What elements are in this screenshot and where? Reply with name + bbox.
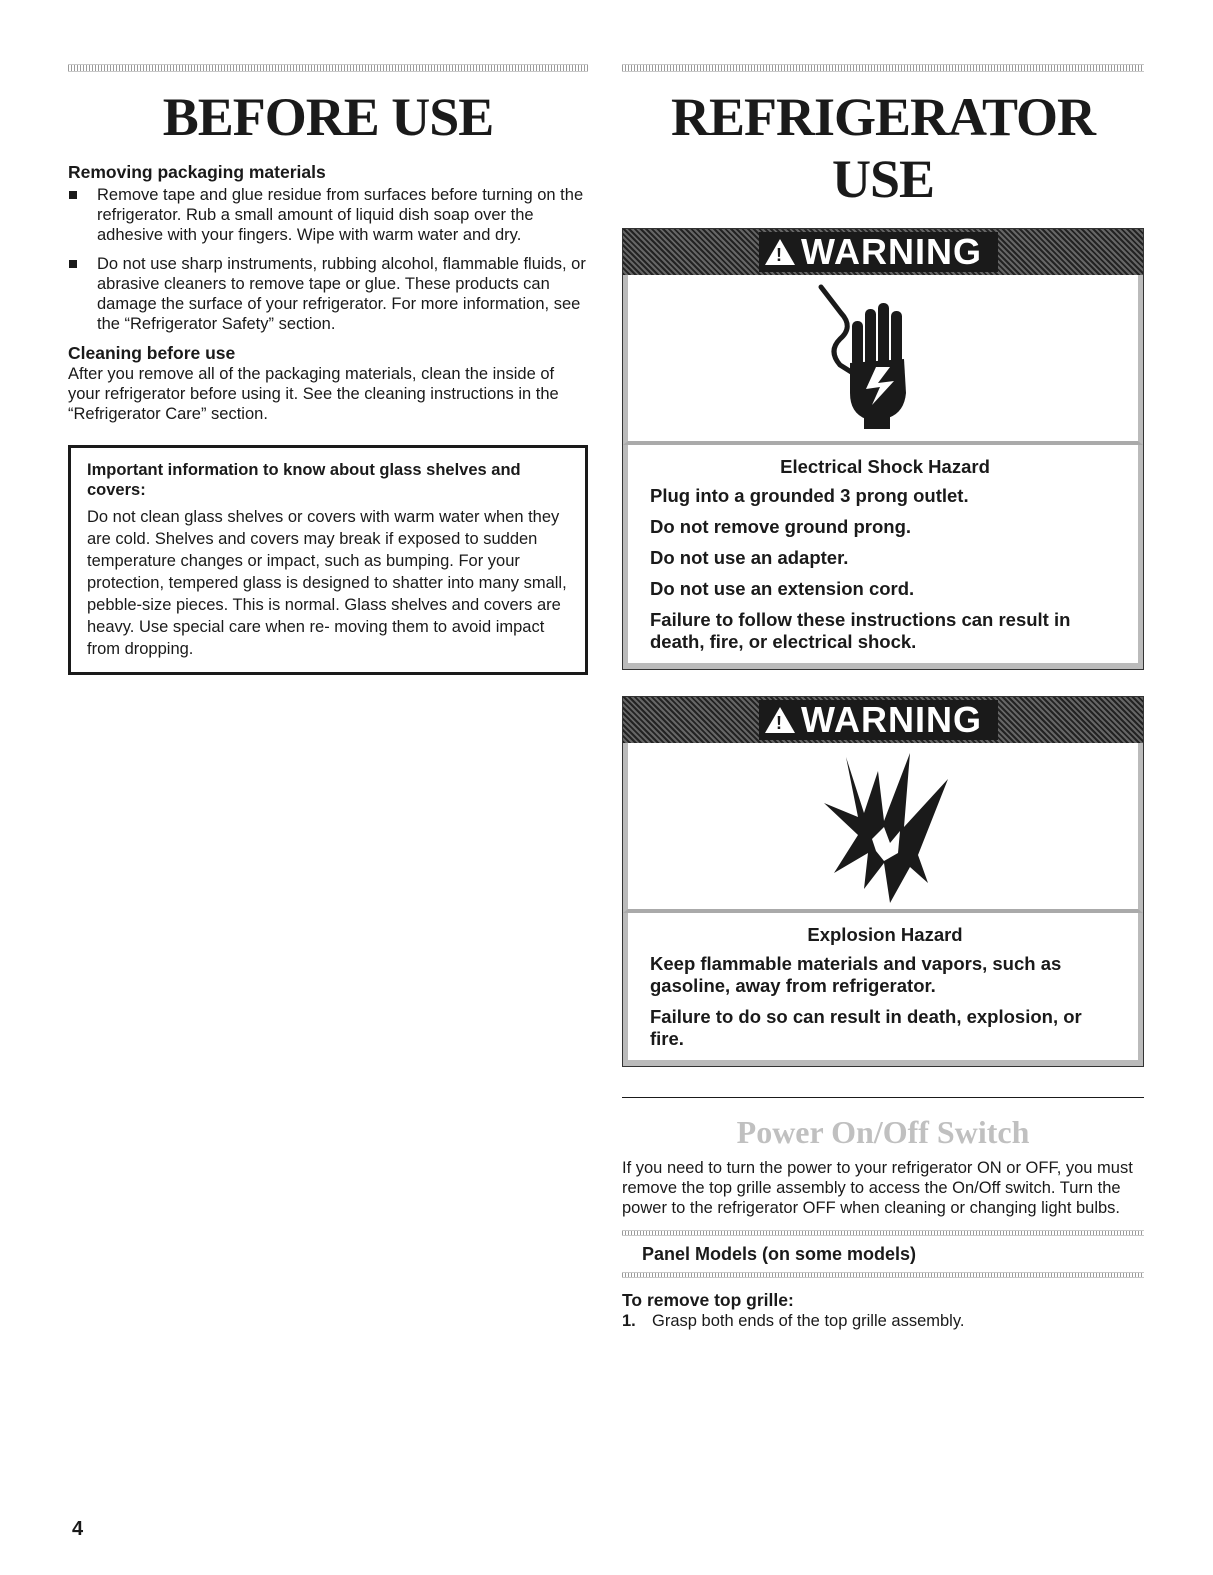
warning-line: Do not remove ground prong.	[650, 516, 912, 537]
panel-rule-bottom	[622, 1272, 1144, 1278]
refrigerator-use-title: REFRIGERATOR USE	[670, 87, 1096, 209]
electrical-shock-warning	[622, 228, 1144, 670]
hazard-title: Electrical Shock Hazard	[780, 456, 990, 477]
alert-triangle-icon	[765, 707, 795, 733]
warning-banner	[623, 697, 1143, 743]
explosion-icon	[628, 743, 1140, 909]
warning-line: Keep flammable materials and vapors, such as gasoline, away from refrigerator.	[650, 953, 1062, 996]
panel-models-heading: Panel Models (on some models)	[642, 1244, 917, 1264]
header-rule	[68, 64, 588, 72]
square-bullet-icon	[69, 191, 77, 199]
header-rule	[622, 64, 1144, 72]
list-item: Remove tape and glue residue from surfaces before turning on the refrigerator. Rub a small amount of liquid dish soap over the adhesive with your fingers. Wipe with warm water and dry.	[68, 185, 588, 245]
warning-label: ! WARNING	[759, 700, 998, 740]
cleaning-before-use-heading: Cleaning before use	[68, 343, 236, 363]
removing-packaging-heading: Removing packaging materials	[68, 162, 326, 182]
warning-pictogram-area	[623, 743, 1143, 913]
removing-packaging-list	[68, 185, 588, 334]
hazard-title: Explosion Hazard	[807, 924, 963, 945]
warning-banner	[623, 229, 1143, 275]
power-switch-text: If you need to turn the power to your refrigerator ON or OFF, you must remove the top grille assembly to access the On/Off switch. Turn the power to the refrigerator OFF when cleaning or changing light bulbs.	[622, 1159, 1133, 1217]
warning-label: ! WARNING	[759, 232, 998, 272]
warning-pictogram-area	[623, 275, 1143, 445]
electric-shock-hand-icon	[628, 275, 1140, 441]
explosion-warning	[622, 696, 1144, 1067]
panel-models-bar	[622, 1230, 1144, 1278]
warning-text-area	[623, 913, 1143, 1066]
warning-line: Do not use an adapter.	[650, 547, 849, 568]
info-box-text: Do not clean glass shelves or covers with warm water when they are cold. Shelves and covers may break if exposed to sudden temperature changes or impact, such as bumping. For your protection, tempered glass is designed to shatter into many small, pebble-size pieces. This is normal. Glass shelves and covers are heavy. Use special care when re- moving them to avoid impact from dropping.	[87, 508, 567, 658]
power-switch-section	[622, 1097, 1144, 1218]
power-switch-title: Power On/Off Switch	[736, 1114, 1030, 1150]
warning-line: Failure to do so can result in death, explosion, or fire.	[650, 1006, 1082, 1049]
warning-line: Do not use an extension cord.	[650, 578, 915, 599]
list-item: Do not use sharp instruments, rubbing alcohol, flammable fluids, or abrasive cleaners to remove tape or glue. These products can damage the surface of your refrigerator. For more information, see the “Refrigerator Safety” section.	[68, 254, 588, 334]
info-box-title: Important information to know about glass shelves and covers:	[87, 461, 521, 499]
warning-line: Failure to follow these instructions can result in death, fire, or electrical shock.	[650, 609, 1071, 652]
before-use-title: BEFORE USE	[162, 87, 494, 147]
warning-text-area	[623, 445, 1143, 669]
warning-line: Plug into a grounded 3 prong outlet.	[650, 485, 969, 506]
refrigerator-use-column	[622, 64, 1144, 1331]
square-bullet-icon	[69, 260, 77, 268]
step-item: 1. Grasp both ends of the top grille assembly.	[622, 1312, 965, 1330]
alert-triangle-icon	[765, 239, 795, 265]
glass-shelves-info-box	[68, 445, 588, 675]
page-number: 4	[72, 1518, 84, 1540]
before-use-column	[68, 64, 588, 675]
remove-grille-heading: To remove top grille:	[622, 1290, 794, 1310]
cleaning-before-use-text: After you remove all of the packaging materials, clean the inside of your refrigerator before using it. See the cleaning instructions in the “Refrigerator Care” section.	[68, 365, 559, 423]
